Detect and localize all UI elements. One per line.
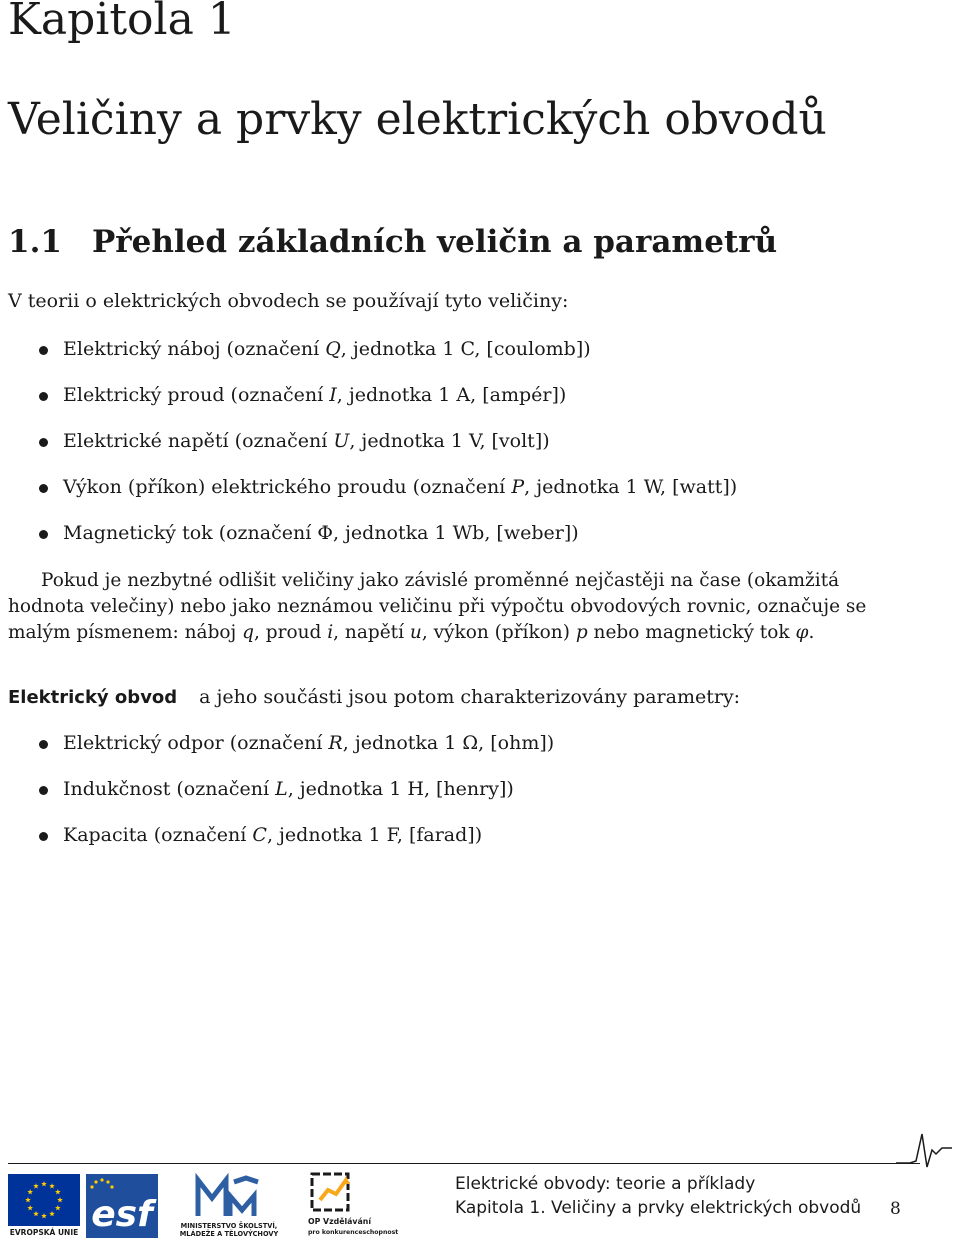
footer-book-title: Elektrické obvody: teorie a příklady [455, 1174, 756, 1194]
section-heading [8, 222, 777, 262]
bullet-icon [39, 740, 48, 749]
section-title: Přehled základních veličin a parametrů [92, 224, 778, 260]
esf-logo [86, 1174, 158, 1238]
chapter-label: Kapitola 1 [8, 0, 236, 45]
svg-text:esf: esf [91, 1194, 153, 1235]
bullet-icon [39, 438, 48, 447]
list-item: Kapacita (označení C, jednotka 1 F, [farad]) [8, 822, 554, 848]
symbol: I [329, 384, 337, 406]
list-item: Elektrický náboj (označení Q, jednotka 1 C, [coulomb]) [8, 336, 737, 362]
page-number: 8 [890, 1199, 901, 1219]
intro-text: V teorii o elektrických obvodech se používají tyto veličiny: [8, 290, 569, 312]
bullet-icon [39, 392, 48, 401]
symbol: L [275, 778, 288, 800]
msmt-logo [164, 1170, 294, 1238]
circuit-term: Elektrický obvod [8, 687, 178, 708]
eu-caption: EVROPSKÁ UNIE [9, 1228, 79, 1237]
op-vk-logo [306, 1172, 399, 1238]
list-item: Magnetický tok (označení Φ, jednotka 1 Wb, [weber]) [8, 520, 737, 546]
signal-wave-icon [896, 1128, 952, 1168]
list-item: Elektrické napětí (označení U, jednotka 1 V, [volt]) [8, 428, 737, 454]
op-caption-1: OP Vzdělávání [308, 1217, 371, 1226]
symbol: P [511, 476, 525, 498]
msmt-caption-2: MLÁDEŽE A TĚLOVÝCHOVY [179, 1230, 279, 1238]
footer-text [455, 1172, 861, 1220]
quantities-list [8, 336, 737, 546]
section-number: 1.1 [8, 224, 62, 260]
circuit-text: a jeho součásti jsou potom charakterizovány parametry: [199, 686, 741, 708]
symbol: φ [795, 622, 809, 643]
list-item: Indukčnost (označení L, jednotka 1 H, [henry]) [8, 776, 554, 802]
bullet-icon [39, 346, 48, 355]
symbol: U [333, 430, 350, 452]
circuit-intro [8, 684, 740, 711]
bullet-icon [39, 786, 48, 795]
parameters-list [8, 730, 554, 848]
paragraph-line: malým písmenem: náboj q, proud i, napětí u, výkon (příkon) p nebo magnetický tok φ. [8, 622, 815, 643]
footer-chapter-line: Kapitola 1. Veličiny a prvky elektrických obvodů [455, 1198, 862, 1218]
bullet-icon [39, 484, 48, 493]
bullet-icon [39, 530, 48, 539]
op-caption-2: pro konkurenceschopnost [308, 1229, 399, 1236]
paragraph-line: hodnota velečiny) nebo jako neznámou veličinu při výpočtu obvodových rovnic, označuje se [8, 596, 867, 617]
list-item: Elektrický proud (označení I, jednotka 1 A, [ampér]) [8, 382, 737, 408]
eu-flag-logo [8, 1174, 80, 1238]
bullet-icon [39, 832, 48, 841]
symbol: R [328, 732, 343, 754]
symbol: C [252, 824, 267, 846]
list-item: Elektrický odpor (označení R, jednotka 1 Ω, [ohm]) [8, 730, 554, 756]
msmt-caption-1: MINISTERSTVO ŠKOLSTVÍ, [180, 1222, 278, 1230]
chapter-title: Veličiny a prvky elektrických obvodů [8, 94, 827, 145]
notation-paragraph [8, 568, 952, 646]
symbol: Φ [317, 522, 333, 544]
symbol: u [409, 622, 422, 643]
paragraph-line: Pokud je nezbytné odlišit veličiny jako závislé proměnné nejčastěji na čase (okamžitá [41, 570, 840, 591]
footer-rule [8, 1163, 920, 1164]
symbol: i [327, 622, 334, 643]
symbol: p [575, 622, 588, 643]
list-item: Výkon (příkon) elektrického proudu (označení P, jednotka 1 W, [watt]) [8, 474, 737, 500]
symbol: Q [325, 338, 341, 360]
symbol: q [242, 622, 255, 643]
